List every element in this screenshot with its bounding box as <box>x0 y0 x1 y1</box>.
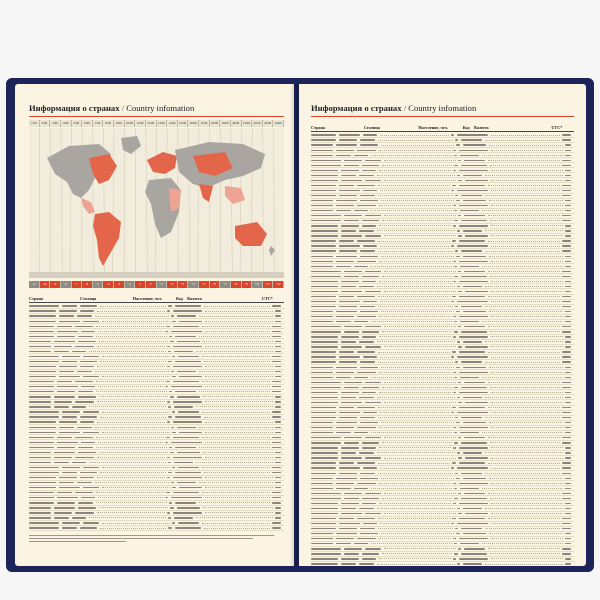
footnote-line <box>29 538 253 539</box>
left-table-rows <box>29 304 284 531</box>
left-footnote <box>29 535 284 542</box>
tz-top-cell: 19:00 <box>220 120 231 127</box>
table-row <box>311 562 574 566</box>
column-header: Валюта <box>474 125 489 130</box>
right-title-ru: Информация о странах <box>311 103 402 113</box>
tz-bottom-cell: -9 <box>50 281 61 288</box>
table-row <box>29 526 284 531</box>
column-header: UTC* <box>551 125 563 130</box>
right-title-en: Country infomation <box>408 103 477 113</box>
tz-top-cell: 23:00 <box>263 120 274 127</box>
tz-top-cell: 18:00 <box>210 120 221 127</box>
column-header: Страна <box>311 125 326 130</box>
tz-top-cell: 16:00 <box>188 120 199 127</box>
left-title-rule <box>29 116 284 117</box>
tz-bottom-cell: -6 <box>82 281 93 288</box>
tz-top-cell: 13:00 <box>157 120 168 127</box>
footnote-line <box>29 535 274 536</box>
tz-top-cell: 17:00 <box>199 120 210 127</box>
tz-bottom-cell: +8 <box>231 281 242 288</box>
right-title-separator: / <box>403 103 407 113</box>
tz-top-cell: 5:00 <box>72 120 83 127</box>
tz-top-cell: 2:00 <box>40 120 51 127</box>
tz-bottom-cell: +11 <box>263 281 274 288</box>
tz-bottom-cell: -5 <box>93 281 104 288</box>
tz-top-cell: 22:00 <box>252 120 263 127</box>
tz-bottom-cell: -2 <box>125 281 136 288</box>
tz-bottom-cell: +7 <box>220 281 231 288</box>
tz-bottom-cell: +1 <box>157 281 168 288</box>
tz-top-cell: 9:00 <box>114 120 125 127</box>
column-header: Валюта <box>187 296 202 301</box>
tz-bottom-cell: -3 <box>114 281 125 288</box>
column-header: UTC* <box>261 296 273 301</box>
tz-bottom-cell: -4 <box>103 281 114 288</box>
tz-bottom-cell: -8 <box>61 281 72 288</box>
tz-bottom-cell: -11 <box>29 281 40 288</box>
right-table-header <box>311 124 574 132</box>
tz-bottom-cell: -1 <box>135 281 146 288</box>
left-title-ru: Информация о странах <box>29 103 120 113</box>
tz-bottom-cell: +10 <box>252 281 263 288</box>
tz-top-cell: 11:00 <box>135 120 146 127</box>
right-page <box>299 84 586 566</box>
tz-top-cell: 4:00 <box>61 120 72 127</box>
tz-top-cell: 6:00 <box>82 120 93 127</box>
left-title-separator: / <box>121 103 125 113</box>
tz-top-cell: 21:00 <box>242 120 253 127</box>
right-title-rule <box>311 116 574 117</box>
tz-bottom-cell: +2 <box>167 281 178 288</box>
antarctica-land <box>29 272 284 278</box>
column-header: Население, чел. <box>418 125 449 130</box>
tz-top-cell: 8:00 <box>103 120 114 127</box>
world-timezone-map <box>29 128 284 278</box>
right-table-rows <box>311 133 574 566</box>
column-header: Население, чел. <box>132 296 163 301</box>
left-page <box>15 84 294 566</box>
tz-bottom-cell: +5 <box>199 281 210 288</box>
tz-bottom-cell: +4 <box>188 281 199 288</box>
timezone-bar-top <box>29 120 284 127</box>
tz-bottom-cell: +6 <box>210 281 221 288</box>
tz-bottom-cell: +9 <box>242 281 253 288</box>
tz-top-cell: 3:00 <box>50 120 61 127</box>
column-header: Код <box>462 125 470 130</box>
tz-bottom-cell: -10 <box>40 281 51 288</box>
tz-top-cell: 14:00 <box>167 120 178 127</box>
tz-top-cell: 12:00 <box>146 120 157 127</box>
tz-top-cell: 24:00 <box>273 120 284 127</box>
tz-bottom-cell: +3 <box>178 281 189 288</box>
left-table-header <box>29 295 284 303</box>
tz-top-cell: 7:00 <box>93 120 104 127</box>
footnote-line <box>29 541 126 542</box>
column-header: Столица <box>363 125 380 130</box>
tz-top-cell: 1:00 <box>29 120 40 127</box>
tz-bottom-cell: +12 <box>273 281 284 288</box>
column-header: Столица <box>80 296 97 301</box>
tz-top-cell: 20:00 <box>231 120 242 127</box>
tz-top-cell: 15:00 <box>178 120 189 127</box>
column-header: Страна <box>29 296 44 301</box>
right-page-title <box>311 103 574 114</box>
tz-bottom-cell: -7 <box>72 281 83 288</box>
timezone-bar-bottom <box>29 281 284 288</box>
tz-bottom-cell: 0 <box>146 281 157 288</box>
tz-top-cell: 10:00 <box>125 120 136 127</box>
left-title-en: Country infomation <box>126 103 195 113</box>
column-header: Код <box>175 296 183 301</box>
left-page-title <box>29 103 284 114</box>
